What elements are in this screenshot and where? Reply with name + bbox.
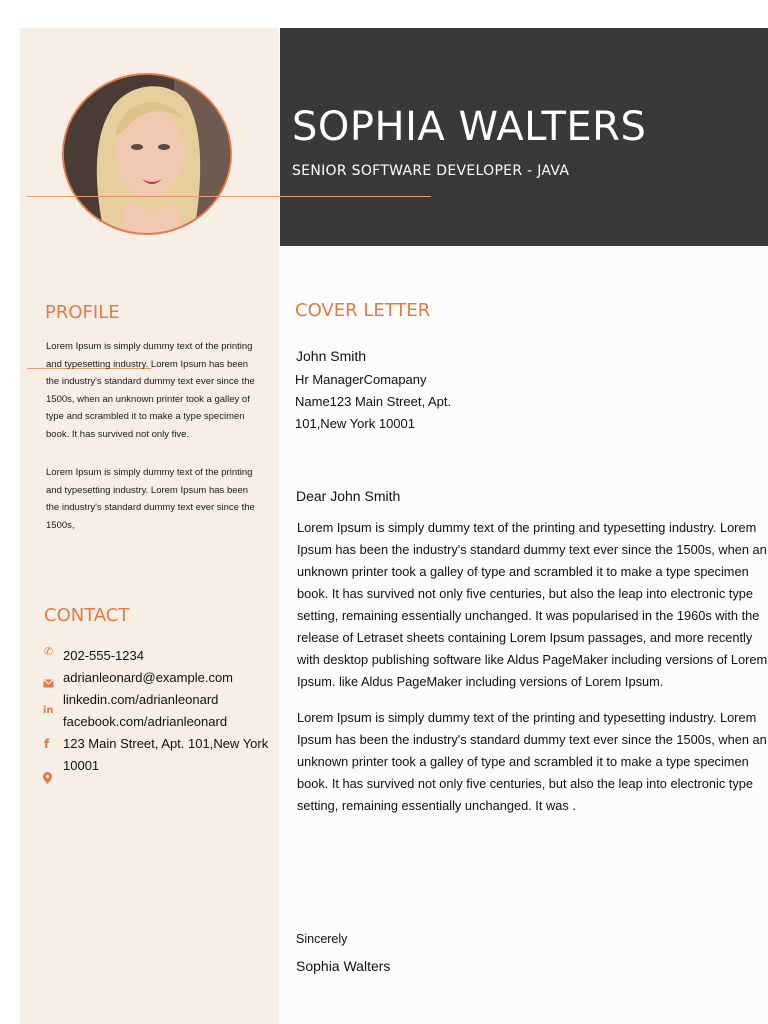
contact-email[interactable]: adrianleonard@example.com xyxy=(63,670,234,685)
recipient-name: John Smith xyxy=(296,348,367,364)
recipient-line: Name123 Main Street, Apt. xyxy=(295,394,452,409)
phone-icon: ✆ xyxy=(44,646,54,658)
letter-paragraph: Lorem Ipsum is simply dummy text of the printing and typesetting industry. Lorem Ipsum has been the industry's standard dummy text ever since the 1500s, when an unknown printer took a galley of type and scrambled it to make a type specimen book. It has survived not only five centuries, but also the leap into electronic type setting, remaining essentially unchanged. It was . xyxy=(297,710,767,813)
profile-paragraph: Lorem Ipsum is simply dummy text of the printing and typesetting industry. Lorem Ipsum has been the industry's standard dummy text ever since the 1500s, when an unknown printer took a galley of type and scrambled it to make a type specimen book. It has survived not only five. xyxy=(46,341,255,440)
profile-heading: PROFILE xyxy=(45,302,120,323)
recipient-line: 101,New York 10001 xyxy=(295,416,415,431)
location-icon xyxy=(43,771,52,789)
contact-heading: CONTACT xyxy=(44,605,130,626)
contact-address: 123 Main Street, Apt. 101,New York 10001 xyxy=(63,736,269,773)
facebook-icon: f xyxy=(44,737,50,751)
profile-photo xyxy=(62,73,232,235)
candidate-name: SOPHIA WALTERS xyxy=(292,104,647,150)
candidate-role: SENIOR SOFTWARE DEVELOPER - JAVA xyxy=(292,163,570,179)
cover-letter-heading: COVER LETTER xyxy=(295,300,431,321)
recipient-line: Hr ManagerComapany xyxy=(295,372,427,387)
contact-phone[interactable]: 202-555-1234 xyxy=(63,648,144,663)
profile-paragraph: Lorem Ipsum is simply dummy text of the printing and typesetting industry. Lorem Ipsum has been the industry's standard dummy text ever since the 1500s, xyxy=(46,467,255,531)
contact-facebook[interactable]: facebook.com/adrianleonard xyxy=(63,714,228,729)
letter-greeting: Dear John Smith xyxy=(296,488,401,504)
email-icon xyxy=(43,675,54,693)
letter-signature: Sophia Walters xyxy=(296,958,391,974)
letter-paragraph: Lorem Ipsum is simply dummy text of the printing and typesetting industry. Lorem Ipsum has been the industry's standard dummy text ever since the 1500s, when an unknown printer took a galley of type and scrambled it to make a type specimen book. It has survived not only five centuries, but also the leap into electronic type setting, remaining essentially unchanged. It was popularised in the 1960s with the release of Letraset sheets containing Lorem Ipsum passages, and more recently with desktop publishing software like Aldus PageMaker including versions of Lorem Ipsum. like Aldus PageMaker including versions of Lorem Ipsum. xyxy=(297,520,768,689)
contact-details xyxy=(63,645,275,777)
letter-closing: Sincerely xyxy=(296,932,348,946)
header-accent-line xyxy=(27,196,431,197)
linkedin-icon: in xyxy=(43,705,54,716)
contact-linkedin[interactable]: linkedin.com/adrianleonard xyxy=(63,692,219,707)
